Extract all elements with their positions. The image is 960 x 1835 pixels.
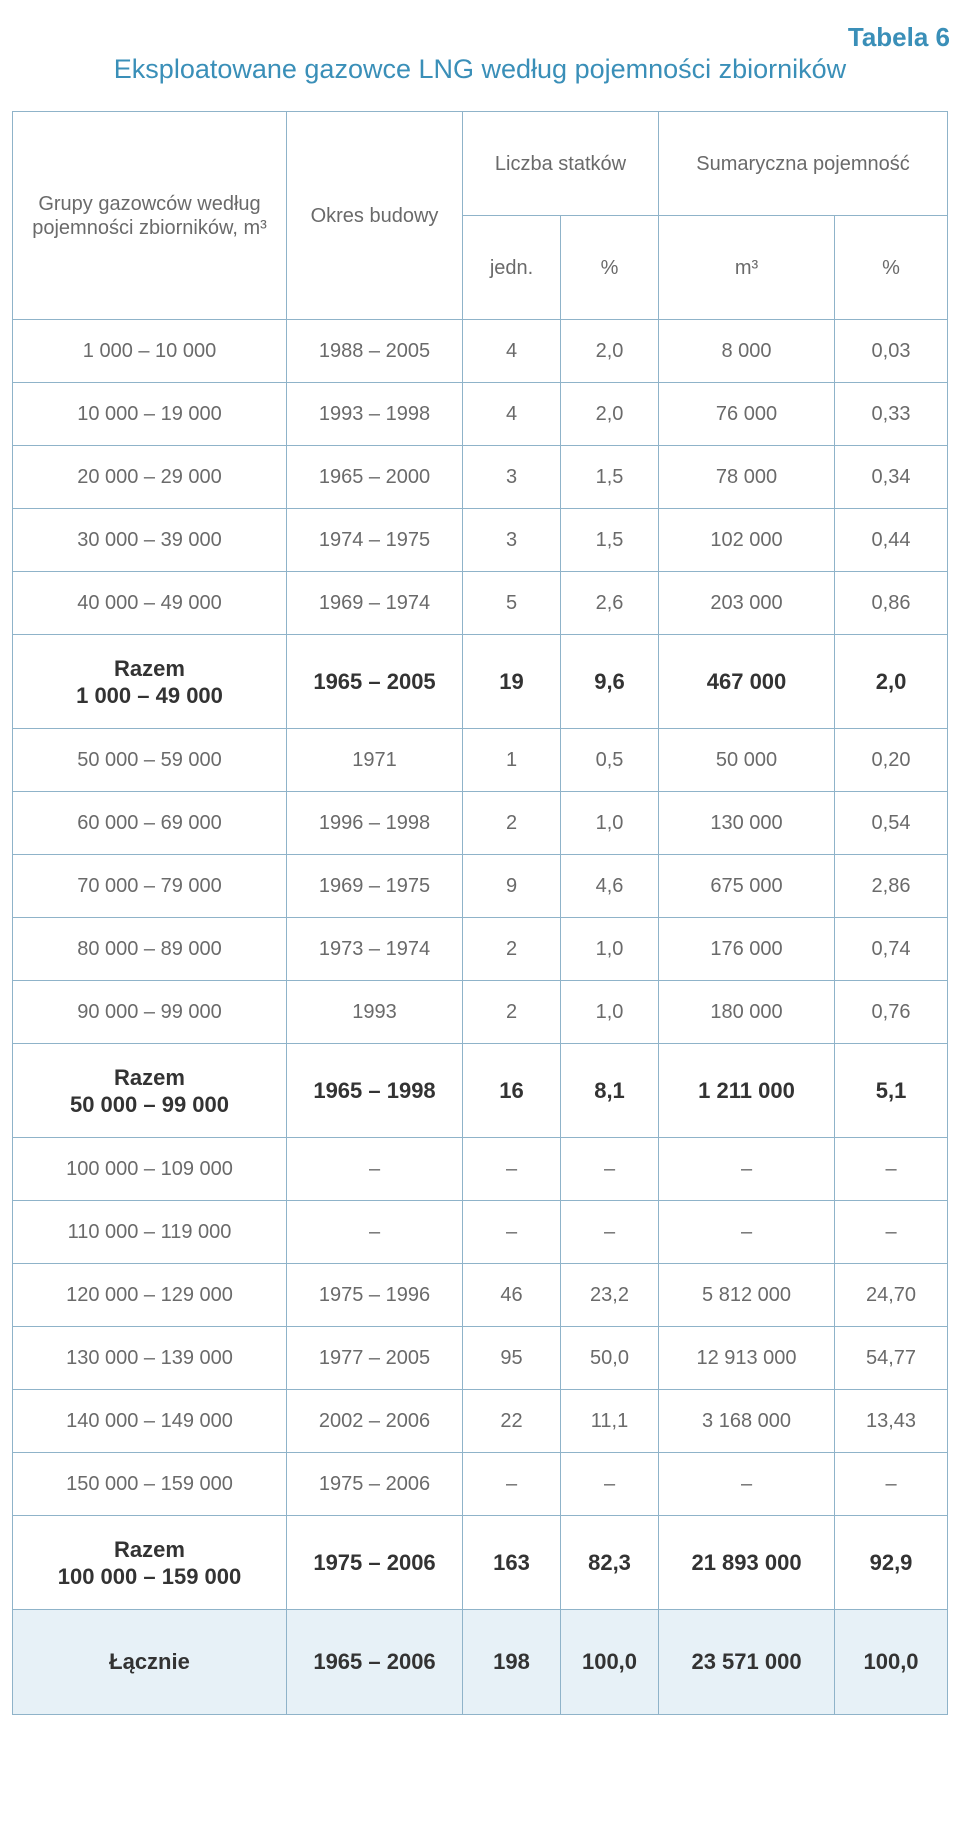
capacity-cell: 203 000 [659, 572, 835, 635]
ship-percent-cell: 1,5 [561, 509, 659, 572]
group-cell: 110 000 – 119 000 [13, 1201, 287, 1264]
subtotal-row [13, 1044, 948, 1138]
capacity-percent-cell: 5,1 [835, 1044, 948, 1138]
table-row [13, 918, 948, 981]
capacity-percent-cell: 0,33 [835, 383, 948, 446]
period-cell: 1996 – 1998 [287, 792, 463, 855]
group-cell: 130 000 – 139 000 [13, 1327, 287, 1390]
capacity-cell: – [659, 1138, 835, 1201]
header-group: Grupy gazowców według pojemności zbiorników, m³ [13, 112, 287, 320]
subtotal-label: Razem [114, 655, 185, 681]
period-cell: 1977 – 2005 [287, 1327, 463, 1390]
subtotal-range: 50 000 – 99 000 [69, 1091, 230, 1117]
period-cell: 1993 – 1998 [287, 383, 463, 446]
group-cell: 120 000 – 129 000 [13, 1264, 287, 1327]
group-cell: 150 000 – 159 000 [13, 1453, 287, 1516]
ship-count-cell: 2 [463, 918, 561, 981]
capacity-cell: 76 000 [659, 383, 835, 446]
subtotal-label: Razem [114, 1064, 185, 1090]
capacity-cell: 180 000 [659, 981, 835, 1044]
ship-count-cell: 3 [463, 446, 561, 509]
ship-percent-cell: 100,0 [561, 1610, 659, 1715]
table-row [13, 1453, 948, 1516]
group-cell: 20 000 – 29 000 [13, 446, 287, 509]
group-cell: 1 000 – 10 000 [13, 320, 287, 383]
capacity-percent-cell: 13,43 [835, 1390, 948, 1453]
table-body [13, 320, 948, 1715]
table-row [13, 446, 948, 509]
capacity-cell: 78 000 [659, 446, 835, 509]
group-cell: 80 000 – 89 000 [13, 918, 287, 981]
capacity-cell: 675 000 [659, 855, 835, 918]
table-row [13, 1264, 948, 1327]
capacity-percent-cell: 0,54 [835, 792, 948, 855]
subtotal-label-cell [13, 635, 287, 729]
period-cell: 1971 [287, 729, 463, 792]
subtotal-label: Razem [114, 1536, 185, 1562]
period-cell: 2002 – 2006 [287, 1390, 463, 1453]
ship-percent-cell: 1,0 [561, 981, 659, 1044]
capacity-percent-cell: – [835, 1453, 948, 1516]
group-cell: 10 000 – 19 000 [13, 383, 287, 446]
group-cell: 70 000 – 79 000 [13, 855, 287, 918]
group-cell: 140 000 – 149 000 [13, 1390, 287, 1453]
ship-percent-cell: 4,6 [561, 855, 659, 918]
capacity-cell: 50 000 [659, 729, 835, 792]
header-capacity-units: m³ [659, 216, 835, 320]
ship-count-cell: 2 [463, 981, 561, 1044]
table-row [13, 320, 948, 383]
ship-percent-cell: 1,0 [561, 918, 659, 981]
period-cell: 1973 – 1974 [287, 918, 463, 981]
header-capacity: Sumaryczna pojemność [659, 112, 948, 216]
capacity-cell: – [659, 1201, 835, 1264]
ship-count-cell: 198 [463, 1610, 561, 1715]
table-row [13, 792, 948, 855]
capacity-percent-cell: 0,03 [835, 320, 948, 383]
ship-count-cell: 4 [463, 383, 561, 446]
period-cell: 1993 [287, 981, 463, 1044]
subtotal-range: 1 000 – 49 000 [76, 682, 223, 708]
ship-count-cell: – [463, 1138, 561, 1201]
capacity-percent-cell: 0,44 [835, 509, 948, 572]
table-row [13, 1201, 948, 1264]
header-ships: Liczba statków [463, 112, 659, 216]
ship-count-cell: 19 [463, 635, 561, 729]
header-ships-units: jedn. [463, 216, 561, 320]
capacity-table [12, 111, 948, 1715]
subtotal-row [13, 635, 948, 729]
period-cell: 1965 – 2006 [287, 1610, 463, 1715]
ship-percent-cell: – [561, 1201, 659, 1264]
total-label-cell: Łącznie [13, 1610, 287, 1715]
ship-count-cell: 22 [463, 1390, 561, 1453]
header-capacity-pct: % [835, 216, 948, 320]
period-cell: 1965 – 1998 [287, 1044, 463, 1138]
period-cell: 1969 – 1975 [287, 855, 463, 918]
table-row [13, 729, 948, 792]
ship-count-cell: 95 [463, 1327, 561, 1390]
period-cell: – [287, 1138, 463, 1201]
subtotal-label-cell [13, 1516, 287, 1610]
capacity-cell: 23 571 000 [659, 1610, 835, 1715]
ship-count-cell: 3 [463, 509, 561, 572]
table-row [13, 1138, 948, 1201]
capacity-cell: 130 000 [659, 792, 835, 855]
group-cell: 60 000 – 69 000 [13, 792, 287, 855]
capacity-cell: 21 893 000 [659, 1516, 835, 1610]
capacity-cell: – [659, 1453, 835, 1516]
ship-percent-cell: 0,5 [561, 729, 659, 792]
capacity-percent-cell: 0,86 [835, 572, 948, 635]
ship-percent-cell: 11,1 [561, 1390, 659, 1453]
ship-percent-cell: 8,1 [561, 1044, 659, 1138]
ship-count-cell: 1 [463, 729, 561, 792]
capacity-percent-cell: 100,0 [835, 1610, 948, 1715]
group-cell: 50 000 – 59 000 [13, 729, 287, 792]
ship-count-cell: 5 [463, 572, 561, 635]
total-row [13, 1610, 948, 1715]
capacity-percent-cell: 2,0 [835, 635, 948, 729]
capacity-cell: 1 211 000 [659, 1044, 835, 1138]
ship-count-cell: 4 [463, 320, 561, 383]
ship-count-cell: – [463, 1453, 561, 1516]
period-cell: 1975 – 1996 [287, 1264, 463, 1327]
period-cell: 1975 – 2006 [287, 1453, 463, 1516]
table-title: Eksploatowane gazowce LNG według pojemności zbiorników [113, 54, 847, 84]
capacity-cell: 5 812 000 [659, 1264, 835, 1327]
ship-percent-cell: 1,5 [561, 446, 659, 509]
table-row [13, 383, 948, 446]
subtotal-label-cell [13, 1044, 287, 1138]
capacity-cell: 467 000 [659, 635, 835, 729]
table-row [13, 981, 948, 1044]
ship-percent-cell: – [561, 1453, 659, 1516]
period-cell: 1969 – 1974 [287, 572, 463, 635]
capacity-percent-cell: 0,76 [835, 981, 948, 1044]
period-cell: – [287, 1201, 463, 1264]
ship-count-cell: 16 [463, 1044, 561, 1138]
capacity-cell: 176 000 [659, 918, 835, 981]
capacity-percent-cell: 0,74 [835, 918, 948, 981]
subtotal-range: 100 000 – 159 000 [57, 1563, 242, 1589]
period-cell: 1988 – 2005 [287, 320, 463, 383]
capacity-percent-cell: 92,9 [835, 1516, 948, 1610]
ship-percent-cell: 2,0 [561, 383, 659, 446]
capacity-percent-cell: 54,77 [835, 1327, 948, 1390]
table-row [13, 1327, 948, 1390]
ship-count-cell: 163 [463, 1516, 561, 1610]
table-row [13, 855, 948, 918]
capacity-percent-cell: – [835, 1201, 948, 1264]
table-row [13, 572, 948, 635]
ship-percent-cell: 50,0 [561, 1327, 659, 1390]
table-row [13, 509, 948, 572]
table-number-label: Tabela 6 [847, 22, 950, 52]
capacity-cell: 3 168 000 [659, 1390, 835, 1453]
period-cell: 1975 – 2006 [287, 1516, 463, 1610]
ship-count-cell: 46 [463, 1264, 561, 1327]
group-cell: 30 000 – 39 000 [13, 509, 287, 572]
table-row [13, 1390, 948, 1453]
subtotal-row [13, 1516, 948, 1610]
period-cell: 1974 – 1975 [287, 509, 463, 572]
ship-count-cell: – [463, 1201, 561, 1264]
group-cell: 90 000 – 99 000 [13, 981, 287, 1044]
ship-percent-cell: 2,6 [561, 572, 659, 635]
capacity-percent-cell: 0,20 [835, 729, 948, 792]
ship-percent-cell: 2,0 [561, 320, 659, 383]
ship-percent-cell: – [561, 1138, 659, 1201]
capacity-cell: 8 000 [659, 320, 835, 383]
capacity-percent-cell: – [835, 1138, 948, 1201]
period-cell: 1965 – 2000 [287, 446, 463, 509]
ship-percent-cell: 23,2 [561, 1264, 659, 1327]
group-cell: 40 000 – 49 000 [13, 572, 287, 635]
capacity-cell: 12 913 000 [659, 1327, 835, 1390]
capacity-percent-cell: 2,86 [835, 855, 948, 918]
header-period: Okres budowy [287, 112, 463, 320]
header-ships-pct: % [561, 216, 659, 320]
ship-count-cell: 2 [463, 792, 561, 855]
ship-percent-cell: 9,6 [561, 635, 659, 729]
ship-percent-cell: 1,0 [561, 792, 659, 855]
capacity-percent-cell: 0,34 [835, 446, 948, 509]
ship-count-cell: 9 [463, 855, 561, 918]
period-cell: 1965 – 2005 [287, 635, 463, 729]
capacity-percent-cell: 24,70 [835, 1264, 948, 1327]
group-cell: 100 000 – 109 000 [13, 1138, 287, 1201]
capacity-cell: 102 000 [659, 509, 835, 572]
ship-percent-cell: 82,3 [561, 1516, 659, 1610]
